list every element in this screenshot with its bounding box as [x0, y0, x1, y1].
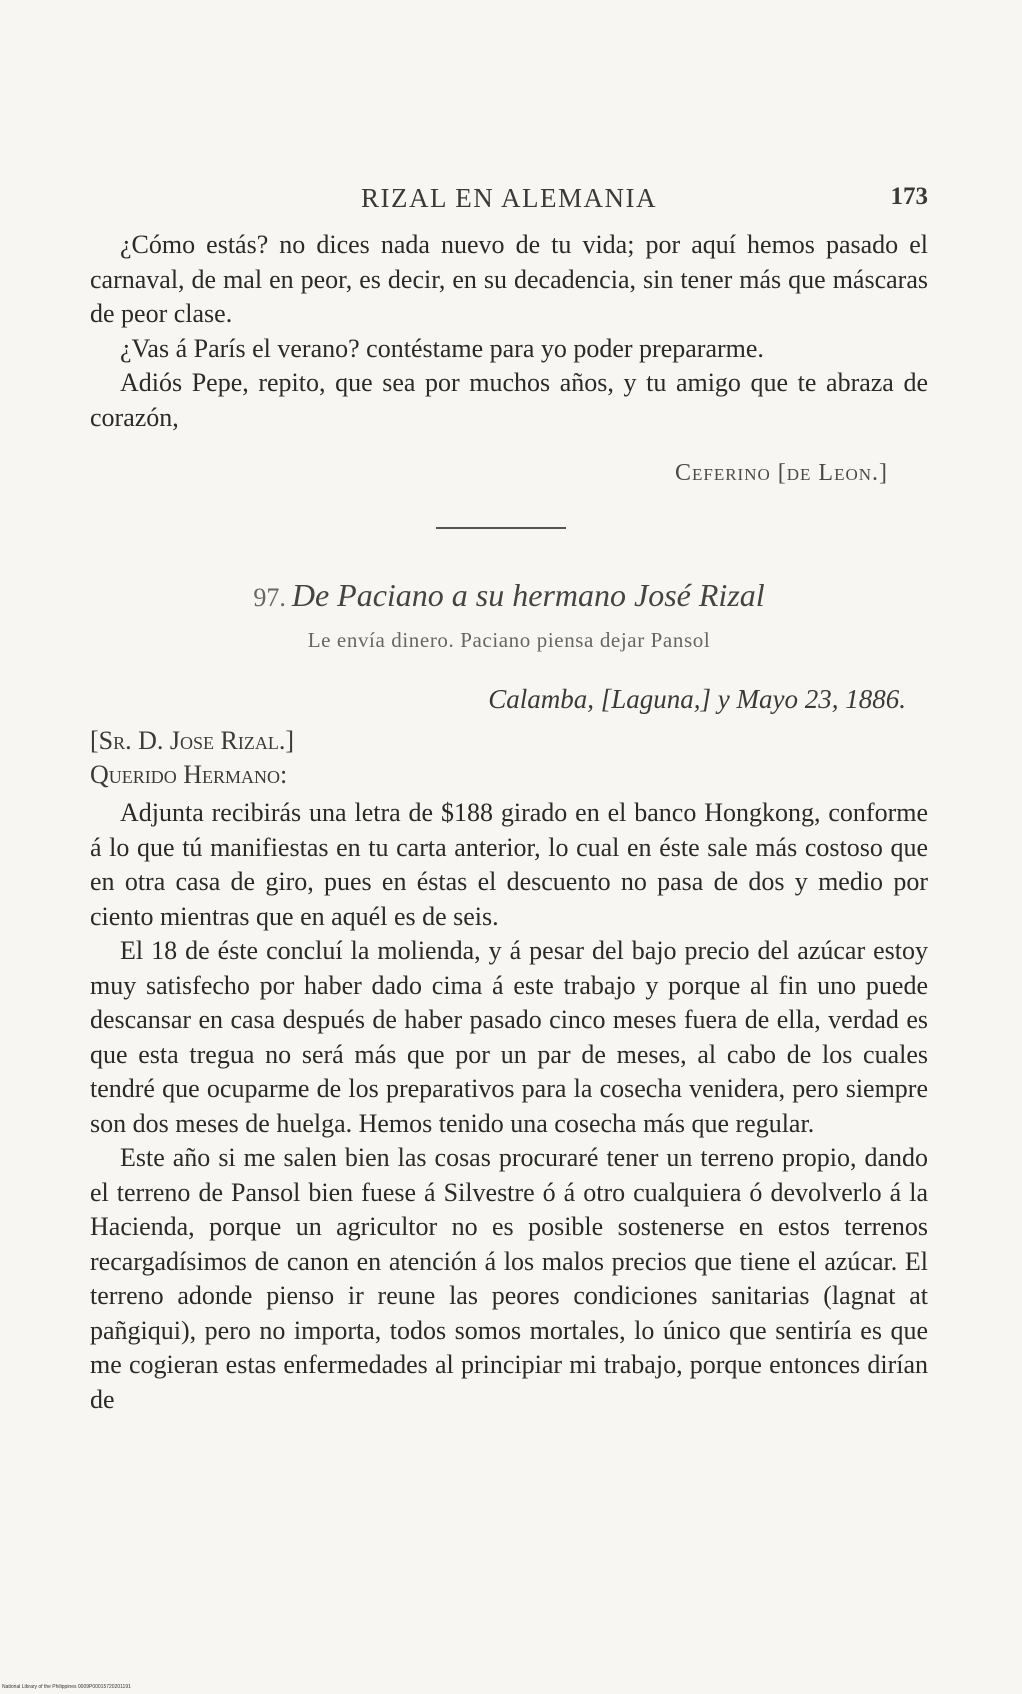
letter-recipient: [Sr. D. Jose Rizal.] [90, 726, 295, 755]
section-divider [436, 527, 566, 529]
previous-letter-paragraph: Adiós Pepe, repito, que sea por muchos años, y tu amigo que te abraza de corazón, [90, 368, 928, 432]
letter-heading [90, 577, 928, 614]
letter-paragraph: Este año si me salen bien las cosas procuraré tener un terreno propio, dando el terreno de Pansol bien fuese á Silvestre ó á otro cualquiera ó devolverlo á la Hacienda, porque un agricultor no es posible sostenerse en estos terrenos recargadísimos de canon en atención á los malos precios que tiene el azúcar. El terreno adonde pienso ir reune las peores condiciones sanitarias (lagnat at pañgiqui), pero no importa, todos somos mortales, lo único que sentiría es que me cogieran estas enfermedades al principiar mi trabajo, porque entonces dirían de [90, 1143, 928, 1414]
letter-number: 97. [253, 583, 286, 612]
previous-letter-signature: Ceferino [de Leon.] [674, 460, 888, 486]
running-head [90, 183, 928, 223]
letter-paragraph: Adjunta recibirás una letra de $188 girado en el banco Hongkong, conforme á lo que tú manifiestas en tu carta anterior, lo cual en éste sale más costoso que en otra casa de giro, pues en éstas el descuento no pasa de dos y medio por ciento mientras que en aquél es de seis. [90, 798, 928, 931]
running-title: RIZAL EN ALEMANIA [361, 183, 657, 213]
letter-paragraph: El 18 de éste concluí la molienda, y á pesar del bajo precio del azúcar estoy muy satisfecho por haber dado cima á este trabajo y porque al fin uno puede descansar en casa después de haber pasado cinco meses fuera de ella, verdad es que esta tregua no será más que por un par de meses, al cabo de los cuales tendré que ocuparme de los preparativos para la cosecha venidera, pero siempre son dos meses de huelga. Hemos tenido una cosecha más que regular. [90, 936, 928, 1138]
letter-salutation: Querido Hermano: [90, 760, 288, 789]
letter-dateline: Calamba, [Laguna,] y Mayo 23, 1886. [488, 684, 906, 714]
letter-summary: Le envía dinero. Paciano piensa dejar Pansol [307, 628, 711, 652]
previous-letter-paragraph: ¿Cómo estás? no dices nada nuevo de tu vida; por aquí hemos pasado el carnaval, de mal en peor, es decir, en su decadencia, sin tener más que máscaras de peor clase. [90, 230, 928, 328]
page-number: 173 [890, 183, 928, 210]
letter-title: De Paciano a su hermano José Rizal [291, 577, 765, 613]
previous-letter-paragraph: ¿Vas á París el verano? contéstame para yo poder prepararme. [120, 333, 764, 363]
letter-body [90, 796, 928, 1417]
previous-letter-body [90, 228, 928, 435]
source-footer: National Library of the Philippines 0009P00015720201191 [2, 1684, 131, 1690]
